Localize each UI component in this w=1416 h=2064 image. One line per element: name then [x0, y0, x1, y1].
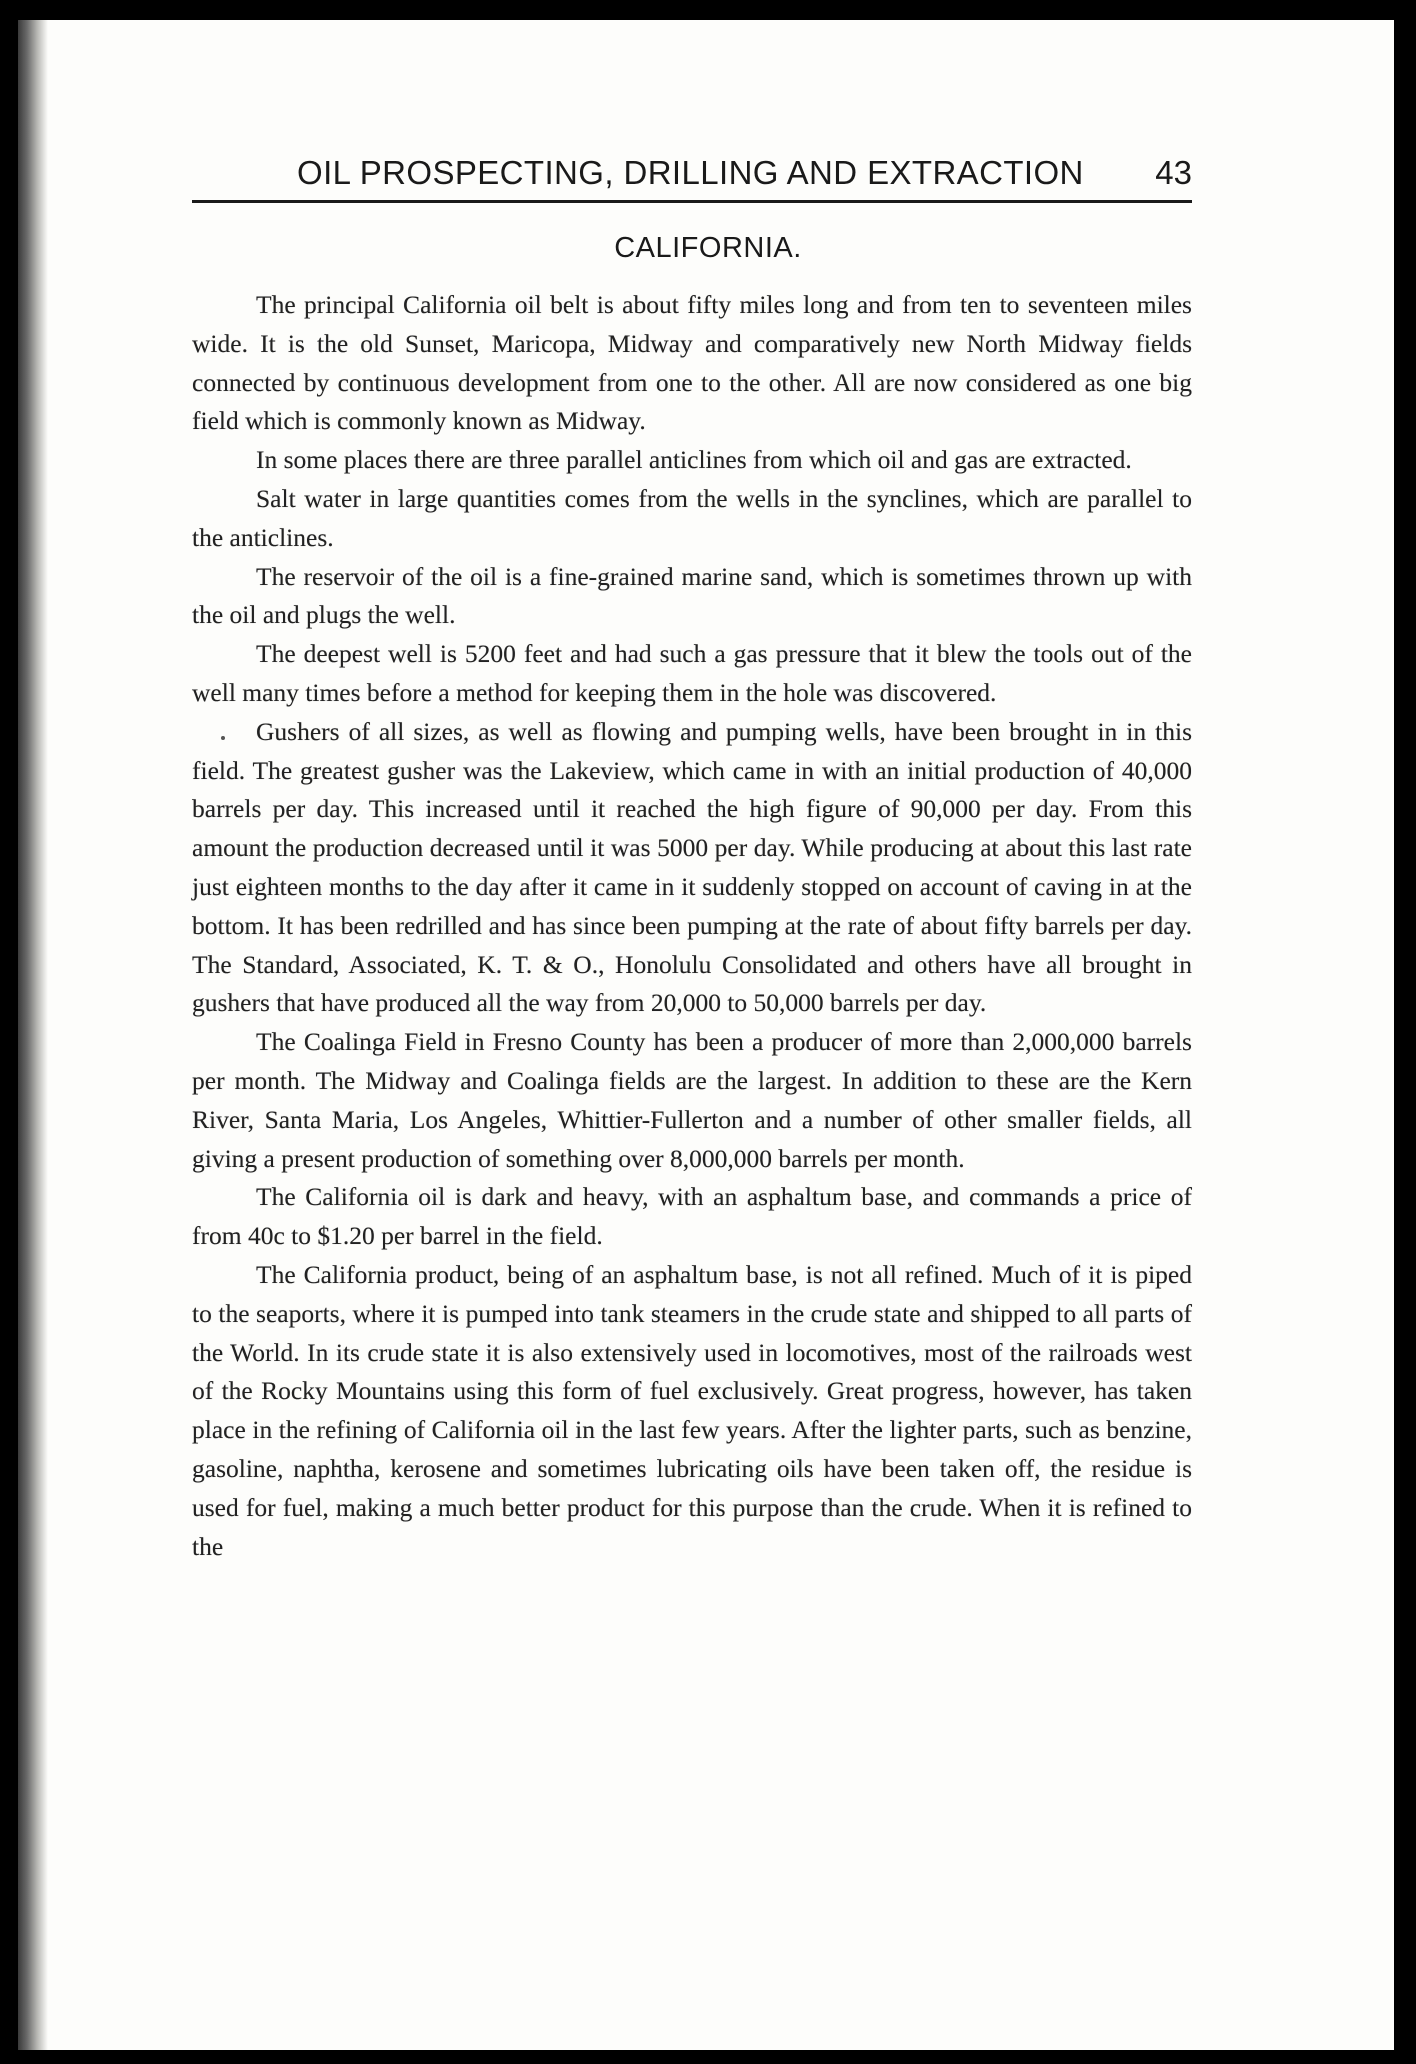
paragraph: The deepest well is 5200 feet and had such a gas pressure that it blew the tools out of the well many times before a method for keeping them in the hole was discovered.	[192, 639, 1192, 707]
paragraph: The California oil is dark and heavy, with an asphaltum base, and commands a price of from 40c to $1.20 per barrel in the field.	[192, 1182, 1192, 1251]
paragraph: In some places there are three parallel anticlines from which oil and gas are extracted.	[256, 445, 1132, 475]
section-title: CALIFORNIA.	[614, 232, 802, 264]
paragraph: The Coalinga Field in Fresno County has been a producer of more than 2,000,000 barrels per month. The Midway and Coalinga fields are the largest. In addition to these are the Kern River, Santa Maria, Los Angeles, Whittier-Fullerton and a number of other smaller fields, all giving a present production of something over 8,000,000 barrels per month.	[192, 1027, 1192, 1173]
page-binding-shadow	[18, 20, 48, 2050]
paragraph: The principal California oil belt is about fifty miles long and from ten to seventeen miles wide. It is the old Sunset, Maricopa, Midway and comparatively new North Midway fields connected by continuous development from one to the other. All are now considered as one big field which is commonly known as Midway.	[192, 290, 1192, 436]
paragraph: Salt water in large quantities comes from the wells in the synclines, which are parallel to the anticlines.	[192, 483, 1192, 552]
running-title: OIL PROSPECTING, DRILLING AND EXTRACTION	[297, 154, 1084, 191]
paragraph: The California product, being of an asphaltum base, is not all refined. Much of it is piped to the seaports, where it is pumped into tank steamers in the crude state and shipped to all parts of the World. In its crude state it is also extensively used in locomotives, most of the railroads west of the Rocky Mountains using this form of fuel exclusively. Great progress, however, has taken place in the refining of California oil in the last few years. After the lighter parts, such as benzine, gasoline, naphtha, kerosene and sometimes lubricating oils have been taken off, the residue is used for fuel, making a much better product for this purpose than the crude. When it is refined to the	[192, 1259, 1192, 1561]
page-number: 43	[1155, 154, 1192, 191]
paragraph: Gushers of all sizes, as well as flowing and pumping wells, have been brought in in this field. The greatest gusher was the Lakeview, which came in with an initial production of 40,000 barrels per day. This increased until it reached the high figure of 90,000 per day. From this amount the production decreased until it was 5000 per day. While producing at about this last rate just eighteen months to the day after it came in it suddenly stopped on account of caving in at the bottom. It has been redrilled and has since been pumping at the rate of about fifty barrels per day. The Standard, Associated, K. T. & O., Honolulu Consolidated and others have all brought in gushers that have produced all the way from 20,000 to 50,000 barrels per day.	[192, 716, 1192, 1018]
paragraph: The reservoir of the oil is a fine-grained marine sand, which is sometimes thrown up with the oil and plugs the well.	[192, 561, 1192, 630]
body-text	[192, 286, 1192, 1566]
running-header	[192, 150, 1192, 203]
